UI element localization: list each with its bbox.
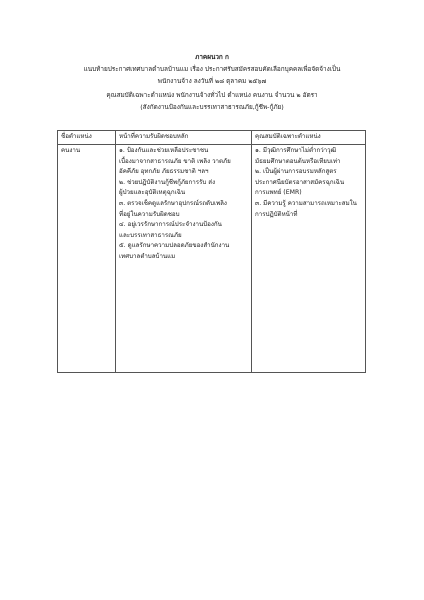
announcement-line-2: พนักงานจ้าง ลงวันที่ ๒๘ ตุลาคม ๒๕๖๗ <box>157 77 267 85</box>
duty-line: เทศบาลตำบลบ้านแม <box>119 252 176 260</box>
duty-line: ๓. ตรวจเช็คดูแลรักษาอุปกรณ์รถดับเพลิง <box>119 199 227 207</box>
department-line: (สังกัดงานป้องกันและบรรเทาสาธารณภัย,กู้ชีพ-กู้ภัย) <box>140 103 284 111</box>
header-position: ชื่อตำแหน่ง <box>58 131 116 145</box>
header-qualifications: คุณสมบัติเฉพาะตำแหน่ง <box>252 131 366 145</box>
header-duties: หน้าที่ความรับผิดชอบหลัก <box>116 131 252 145</box>
announcement-line-1: แนบท้ายประกาศเทศบาลตำบลบ้านแม เรื่อง ประกาศรับสมัครสอบคัดเลือกบุคคลเพื่อจัดจ้างเป็น <box>83 65 341 73</box>
duty-line: เบื้องมาจากสาธารณภัย ขาติ เพลิง วาตภัย <box>119 157 231 165</box>
duty-line: และบรรเทาสาธารณภัย <box>119 231 182 239</box>
duty-line: ที่อยู่ในความรับผิดชอบ <box>119 210 180 218</box>
qualification-line: การแพทย์ (EMR) <box>255 189 302 197</box>
qualification-line: ๒. เป็นผู้ผ่านการอบรมหลักสูตร <box>255 168 337 176</box>
duty-line: อัคคีภัย อุทกภัย ภัยธรรมชาติ ฯลฯ <box>119 168 209 176</box>
duty-line: ๒. ช่วยปฏิบัติงานกู้ชีพกู้ภัยการรับ ส่ง <box>119 178 216 186</box>
position-cell: คนงาน <box>58 145 116 373</box>
duty-line: ๑. ป้องกันและช่วยเหลือประชาชน <box>119 147 209 154</box>
qualification-table <box>57 130 366 373</box>
duty-line: ๕. ดูแลรักษาความปลอดภัยของสำนักงาน <box>119 242 230 250</box>
duty-line: ๔. อยู่เวรรักษาการณ์ประจำงานป้องกัน <box>119 221 222 229</box>
duty-line: ผู้ป่วยและอุบัติเหตุฉุกเฉิน <box>119 189 186 197</box>
qualifications-cell <box>252 145 366 373</box>
table-row <box>58 145 366 373</box>
qualification-line: การปฏิบัติหน้าที่ <box>255 210 298 218</box>
qualification-line: มัธยมศึกษาตอนต้นหรือเทียบเท่า <box>255 157 341 165</box>
table-header-row <box>58 131 366 145</box>
qualification-heading: คุณสมบัติเฉพาะตำแหน่ง พนักงานจ้างทั่วไป ตำแหน่ง คนงาน จำนวน ๒ อัตรา <box>106 91 318 99</box>
qualification-line: ๓. มีความรู้ ความสามารถเหมาะสมใน <box>255 199 357 207</box>
qualification-line: ๑. มีวุฒิการศึกษาไม่ต่ำกว่าวุฒิ <box>255 147 337 154</box>
annex-title: ภาคผนวก ก <box>195 53 229 61</box>
duties-cell <box>116 145 252 373</box>
qualification-line: ประกาศนียบัตรอาสาสมัครฉุกเฉิน <box>255 178 345 186</box>
